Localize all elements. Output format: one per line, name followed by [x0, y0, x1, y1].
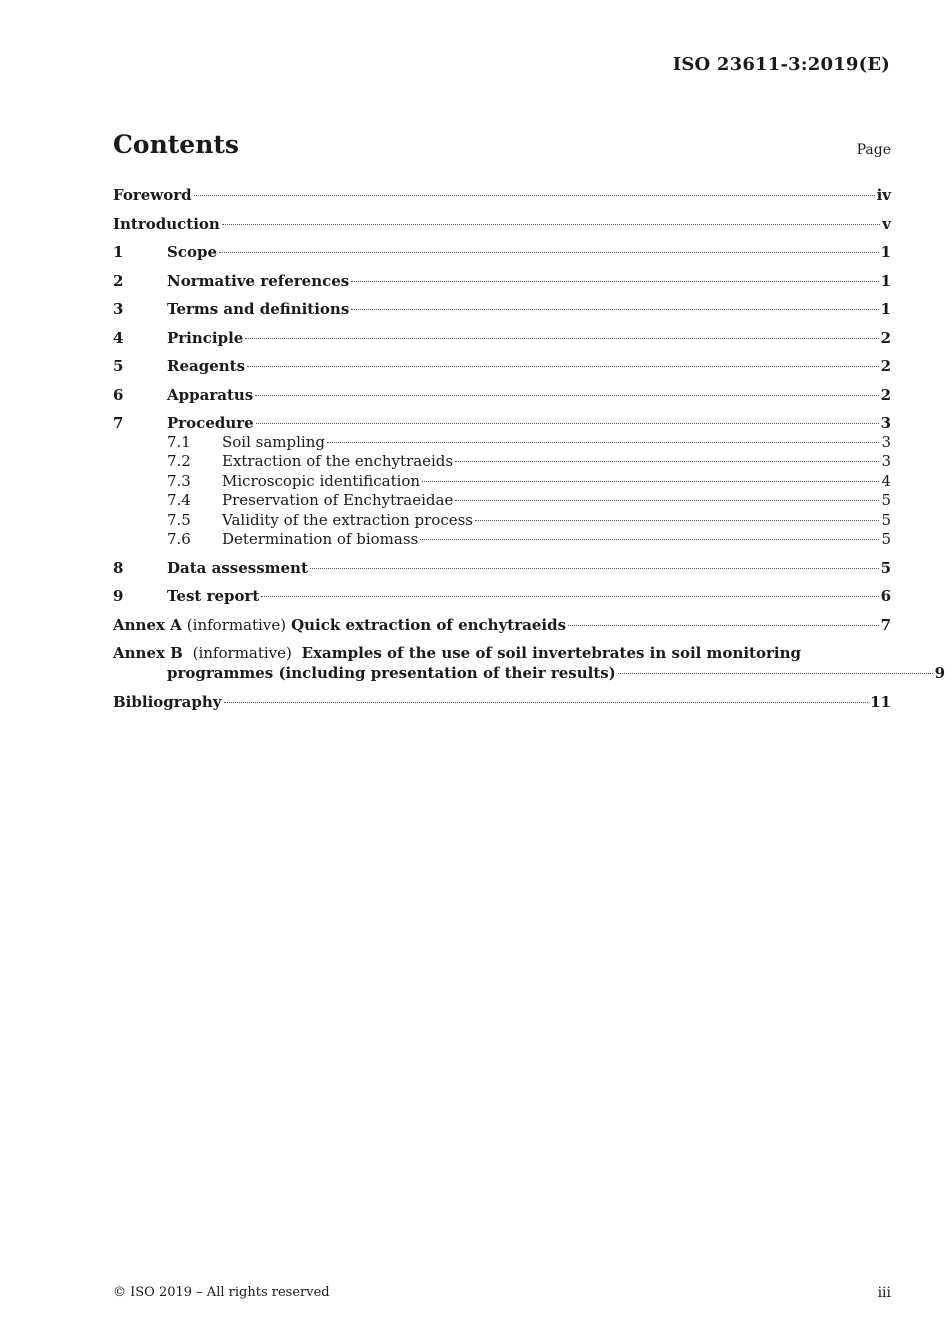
toc-entry-subsection-7-1[interactable] [113, 433, 891, 452]
section-number: 9 [113, 587, 124, 606]
subsection-number: 7.6 [167, 529, 191, 548]
toc-entry-section-2[interactable] [113, 271, 891, 291]
document-id: ISO 23611-3:2019(E) [672, 54, 890, 75]
toc-page-number: 4 [881, 471, 891, 490]
toc-entry-subsection-7-6[interactable] [113, 530, 891, 549]
dot-leader [422, 481, 879, 482]
toc-page-number: 3 [880, 414, 891, 432]
toc-title: Extraction of the enchytraeids [222, 452, 454, 471]
toc-page-number: 11 [870, 692, 891, 711]
dot-leader [224, 702, 869, 703]
table-of-contents [113, 185, 945, 712]
section-number: 8 [113, 558, 124, 577]
toc-page-number: iv [876, 186, 891, 204]
toc-title: Bibliography [113, 692, 222, 711]
toc-title-line-1: Examples of the use of soil invertebrates in soil monitoring [301, 644, 801, 663]
dot-leader [245, 338, 878, 339]
toc-title: Procedure [167, 414, 254, 432]
toc-title: Microscopic identification [222, 471, 421, 490]
toc-page-number: 2 [880, 385, 891, 404]
toc-page-number: 2 [880, 328, 891, 347]
toc-entry-section-5[interactable] [113, 356, 891, 376]
toc-page-number: 1 [880, 243, 891, 261]
toc-entry-bibliography[interactable] [113, 692, 891, 712]
annex-label: Annex B [113, 644, 183, 663]
toc-entry-subsection-7-2[interactable] [113, 452, 891, 471]
dot-leader [351, 281, 878, 282]
toc-title: Determination of biomass [222, 529, 419, 548]
toc-page-number: 3 [881, 433, 891, 451]
dot-leader [310, 568, 879, 569]
toc-page-number: 3 [881, 452, 891, 471]
toc-entry-section-7[interactable] [113, 413, 891, 433]
dot-leader [222, 224, 880, 225]
toc-entry-section-6[interactable] [113, 385, 891, 405]
toc-page-number: 6 [880, 587, 891, 606]
section-number: 4 [113, 328, 124, 347]
annex-label: Annex A [113, 615, 182, 634]
dot-leader [194, 195, 875, 196]
page-column-label: Page [856, 142, 891, 158]
dot-leader [261, 596, 878, 597]
toc-title: Introduction [113, 214, 220, 233]
toc-title: Preservation of Enchytraeidae [222, 491, 454, 510]
toc-page-number: 5 [881, 491, 891, 510]
toc-title: Test report [167, 587, 260, 606]
toc-entry-annex-a[interactable] [113, 615, 891, 635]
contents-title: Contents [113, 130, 240, 159]
dot-leader [475, 520, 879, 521]
dot-leader [255, 395, 878, 396]
section-number: 2 [113, 271, 124, 290]
section-number: 1 [113, 243, 124, 261]
toc-entry-introduction[interactable] [113, 214, 891, 234]
toc-page-number: v [882, 214, 891, 233]
toc-title-line-2: programmes (including presentation of their results) [167, 664, 616, 683]
toc-title: Normative references [167, 271, 350, 290]
section-number: 5 [113, 357, 124, 375]
toc-entry-section-1[interactable] [113, 242, 891, 262]
dot-leader [618, 673, 933, 674]
toc-page-number: 1 [880, 271, 891, 290]
toc-entry-section-8[interactable] [113, 558, 891, 578]
toc-entry-foreword[interactable] [113, 185, 891, 205]
dot-leader [568, 625, 879, 626]
subsection-number: 7.4 [167, 491, 191, 510]
toc-title: Foreword [113, 186, 192, 204]
toc-title: Terms and definitions [167, 300, 350, 318]
contents-header [113, 130, 891, 164]
toc-title: Validity of the extraction process [222, 510, 473, 529]
page-number: iii [877, 1285, 891, 1301]
subsection-number: 7.3 [167, 471, 191, 490]
dot-leader [247, 366, 879, 367]
subsection-number: 7.5 [167, 510, 191, 529]
toc-page-number: 1 [880, 300, 891, 318]
toc-title: Data assessment [167, 558, 308, 577]
section-number: 6 [113, 385, 124, 404]
toc-page-number: 5 [880, 558, 891, 577]
dot-leader [420, 539, 879, 540]
dot-leader [455, 461, 879, 462]
section-number: 7 [113, 414, 124, 432]
annex-type: (informative) [192, 644, 292, 663]
subsection-number: 7.2 [167, 452, 191, 471]
section-number: 3 [113, 300, 124, 318]
annex-type: (informative) [186, 615, 287, 634]
dot-leader [327, 442, 879, 443]
toc-page-number: 2 [880, 357, 891, 375]
toc-entry-annex-b[interactable] [113, 643, 945, 683]
dot-leader [455, 500, 879, 501]
toc-title: Reagents [167, 357, 246, 375]
toc-page-number: 5 [881, 510, 891, 529]
toc-page-number: 9 [934, 664, 945, 683]
toc-page-number: 5 [881, 529, 891, 548]
dot-leader [219, 252, 879, 253]
toc-title: Principle [167, 328, 244, 347]
toc-entry-section-9[interactable] [113, 586, 891, 606]
toc-entry-section-4[interactable] [113, 328, 891, 348]
toc-page-number: 7 [880, 615, 891, 634]
toc-title: Apparatus [167, 385, 254, 404]
toc-entry-subsection-7-4[interactable] [113, 491, 891, 510]
toc-title: Scope [167, 243, 218, 261]
subsection-number: 7.1 [167, 433, 191, 451]
toc-title: Quick extraction of enchytraeids [291, 615, 567, 634]
copyright-notice: © ISO 2019 – All rights reserved [113, 1285, 330, 1300]
toc-entry-subsection-7-5[interactable] [113, 511, 891, 530]
dot-leader [256, 423, 879, 424]
toc-entry-section-3[interactable] [113, 299, 891, 319]
dot-leader [351, 309, 878, 310]
toc-title: Soil sampling [222, 433, 325, 451]
toc-entry-subsection-7-3[interactable] [113, 472, 891, 491]
